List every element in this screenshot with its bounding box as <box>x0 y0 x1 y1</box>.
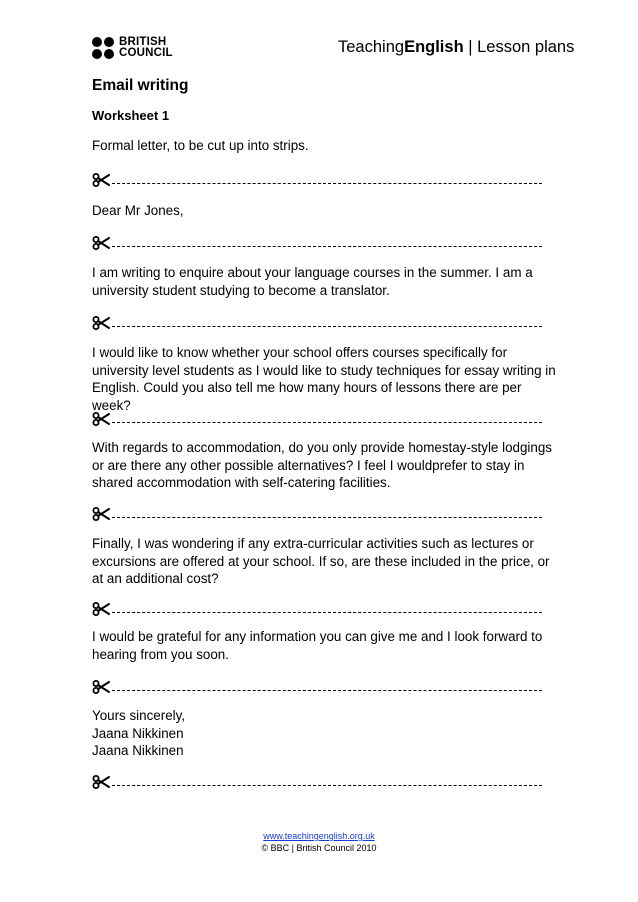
cut-line <box>92 232 542 250</box>
cut-line <box>92 676 542 694</box>
footer-link[interactable]: www.teachingenglish.org.uk <box>263 831 375 841</box>
scissors-icon <box>92 316 110 330</box>
header-title <box>338 38 574 57</box>
cut-dashes <box>112 422 542 423</box>
signature-line: Jaana Nikkinen <box>92 743 184 758</box>
scissors-icon <box>92 602 110 616</box>
cut-line <box>92 169 542 187</box>
cut-dashes <box>112 183 542 184</box>
scissors-icon <box>92 507 110 521</box>
cut-dashes <box>112 612 542 613</box>
british-council-logo <box>92 37 173 59</box>
strip-text: With regards to accommodation, do you only provide homestay-style lodgings or are there any other possible alternatives? I feel I wouldprefer to stay in shared accommodation with self-catering facilities. <box>92 440 552 490</box>
cut-line <box>92 771 542 789</box>
header-title-bold: English <box>404 38 464 56</box>
footer <box>0 830 638 854</box>
cut-dashes <box>112 246 542 247</box>
logo-line-1: BRITISH <box>119 36 167 48</box>
signature-line: Jaana Nikkinen <box>92 725 184 741</box>
instruction-text: Formal letter, to be cut up into strips. <box>92 138 309 153</box>
strip-text: Finally, I was wondering if any extra-curricular activities such as lectures or excursions are offered at your school. If so, are these included in the price, or at an additional cost? <box>92 536 550 586</box>
cut-line <box>92 598 542 616</box>
scissors-icon <box>92 680 110 694</box>
scissors-icon <box>92 412 110 426</box>
closing-block <box>92 707 562 760</box>
header-title-suffix: | Lesson plans <box>463 38 575 56</box>
cut-dashes <box>112 785 542 786</box>
cut-line <box>92 503 542 521</box>
strip-text: I am writing to enquire about your language courses in the summer. I am a university student studying to become a translator. <box>92 265 533 298</box>
scissors-icon <box>92 173 110 187</box>
cut-line <box>92 312 542 330</box>
footer-copyright: © BBC | British Council 2010 <box>261 843 377 853</box>
cut-dashes <box>112 690 542 691</box>
strip-text: I would like to know whether your school offers courses specifically for university level students as I would like to study techniques for essay writing in English. Could you also tell me how many hours of lessons there are per week? <box>92 345 556 413</box>
strip-text: Dear Mr Jones, <box>92 203 184 218</box>
cut-dashes <box>112 517 542 518</box>
logo-line-2: COUNCIL <box>119 47 173 59</box>
logo-text <box>119 37 173 59</box>
page-title: Email writing <box>92 77 189 94</box>
strip-text: I would be grateful for any information you can give me and I look forward to hearing from you soon. <box>92 629 543 662</box>
scissors-icon <box>92 775 110 789</box>
cut-dashes <box>112 326 542 327</box>
logo-dots-icon <box>92 37 114 59</box>
worksheet-heading: Worksheet 1 <box>92 108 170 123</box>
cut-line <box>92 408 542 426</box>
header-title-prefix: Teaching <box>338 38 405 56</box>
scissors-icon <box>92 236 110 250</box>
closing-line: Yours sincerely, <box>92 708 186 723</box>
